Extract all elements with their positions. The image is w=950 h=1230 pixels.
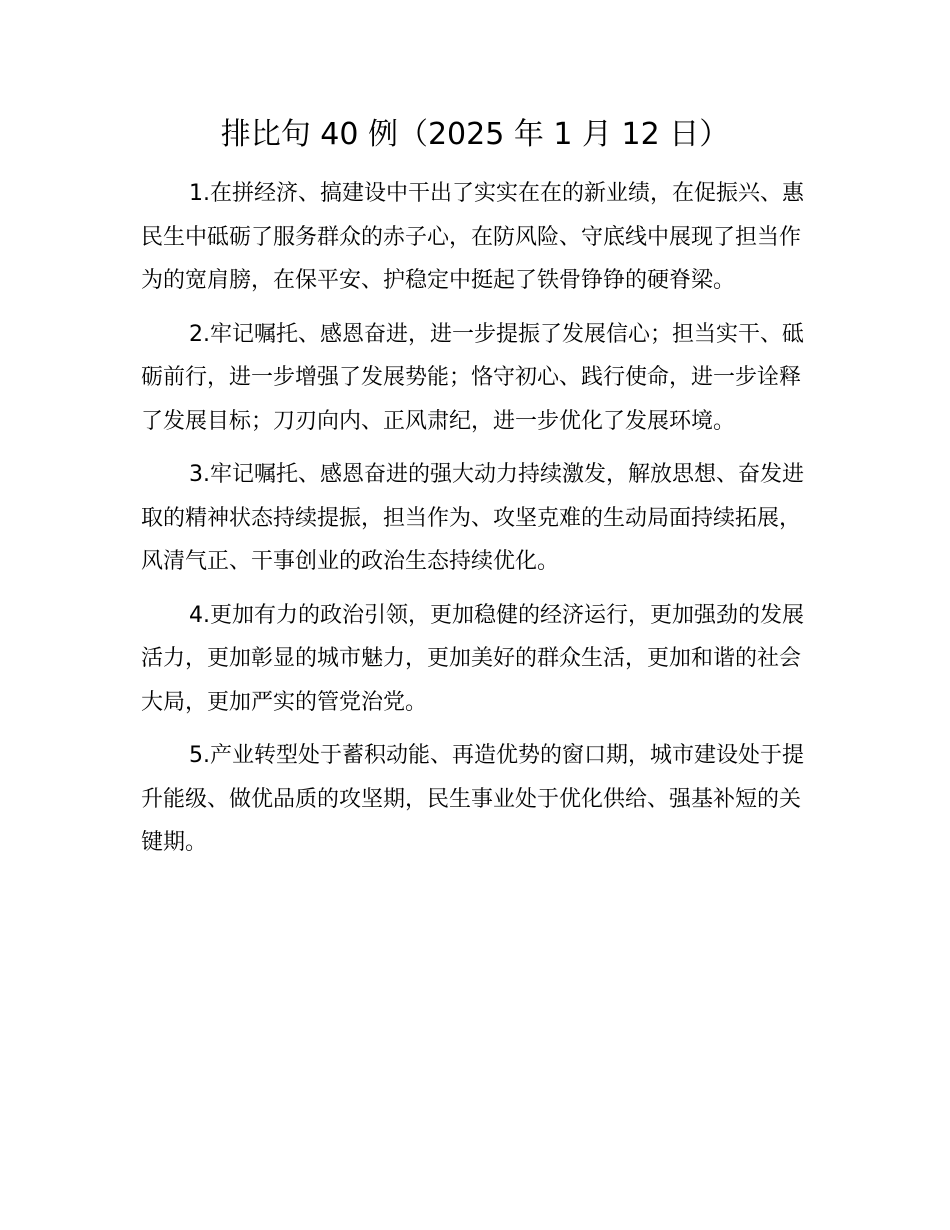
paragraph-1: 1.在拼经济、搞建设中干出了实实在在的新业绩，在促振兴、惠民生中砥砺了服务群众的赤子心，在防风险、守底线中展现了担当作为的宽肩膀，在保平安、护稳定中挺起了铁骨铮铮的硬脊梁。 <box>141 181 804 293</box>
document-title: 排比句 40 例（2025 年 1 月 12 日） <box>220 117 730 152</box>
paragraph-3: 3.牢记嘱托、感恩奋进的强大动力持续激发，解放思想、奋发进取的精神状态持续提振，担当作为、攻坚克难的生动局面持续拓展，风清气正、干事创业的政治生态持续优化。 <box>141 462 804 574</box>
paragraph-5: 5.产业转型处于蓄积动能、再造优势的窗口期，城市建设处于提升能级、做优品质的攻坚期，民生事业处于优化供给、强基补短的关键期。 <box>141 743 804 855</box>
paragraph-2: 2.牢记嘱托、感恩奋进，进一步提振了发展信心；担当实干、砥砺前行，进一步增强了发展势能；恪守初心、践行使命，进一步诠释了发展目标；刀刃向内、正风肃纪，进一步优化了发展环境。 <box>141 321 804 434</box>
document-body <box>141 172 821 875</box>
paragraph-4: 4.更加有力的政治引领，更加稳健的经济运行，更加强劲的发展活力，更加彰显的城市魅力，更加美好的群众生活，更加和谐的社会大局，更加严实的管党治党。 <box>141 602 804 715</box>
